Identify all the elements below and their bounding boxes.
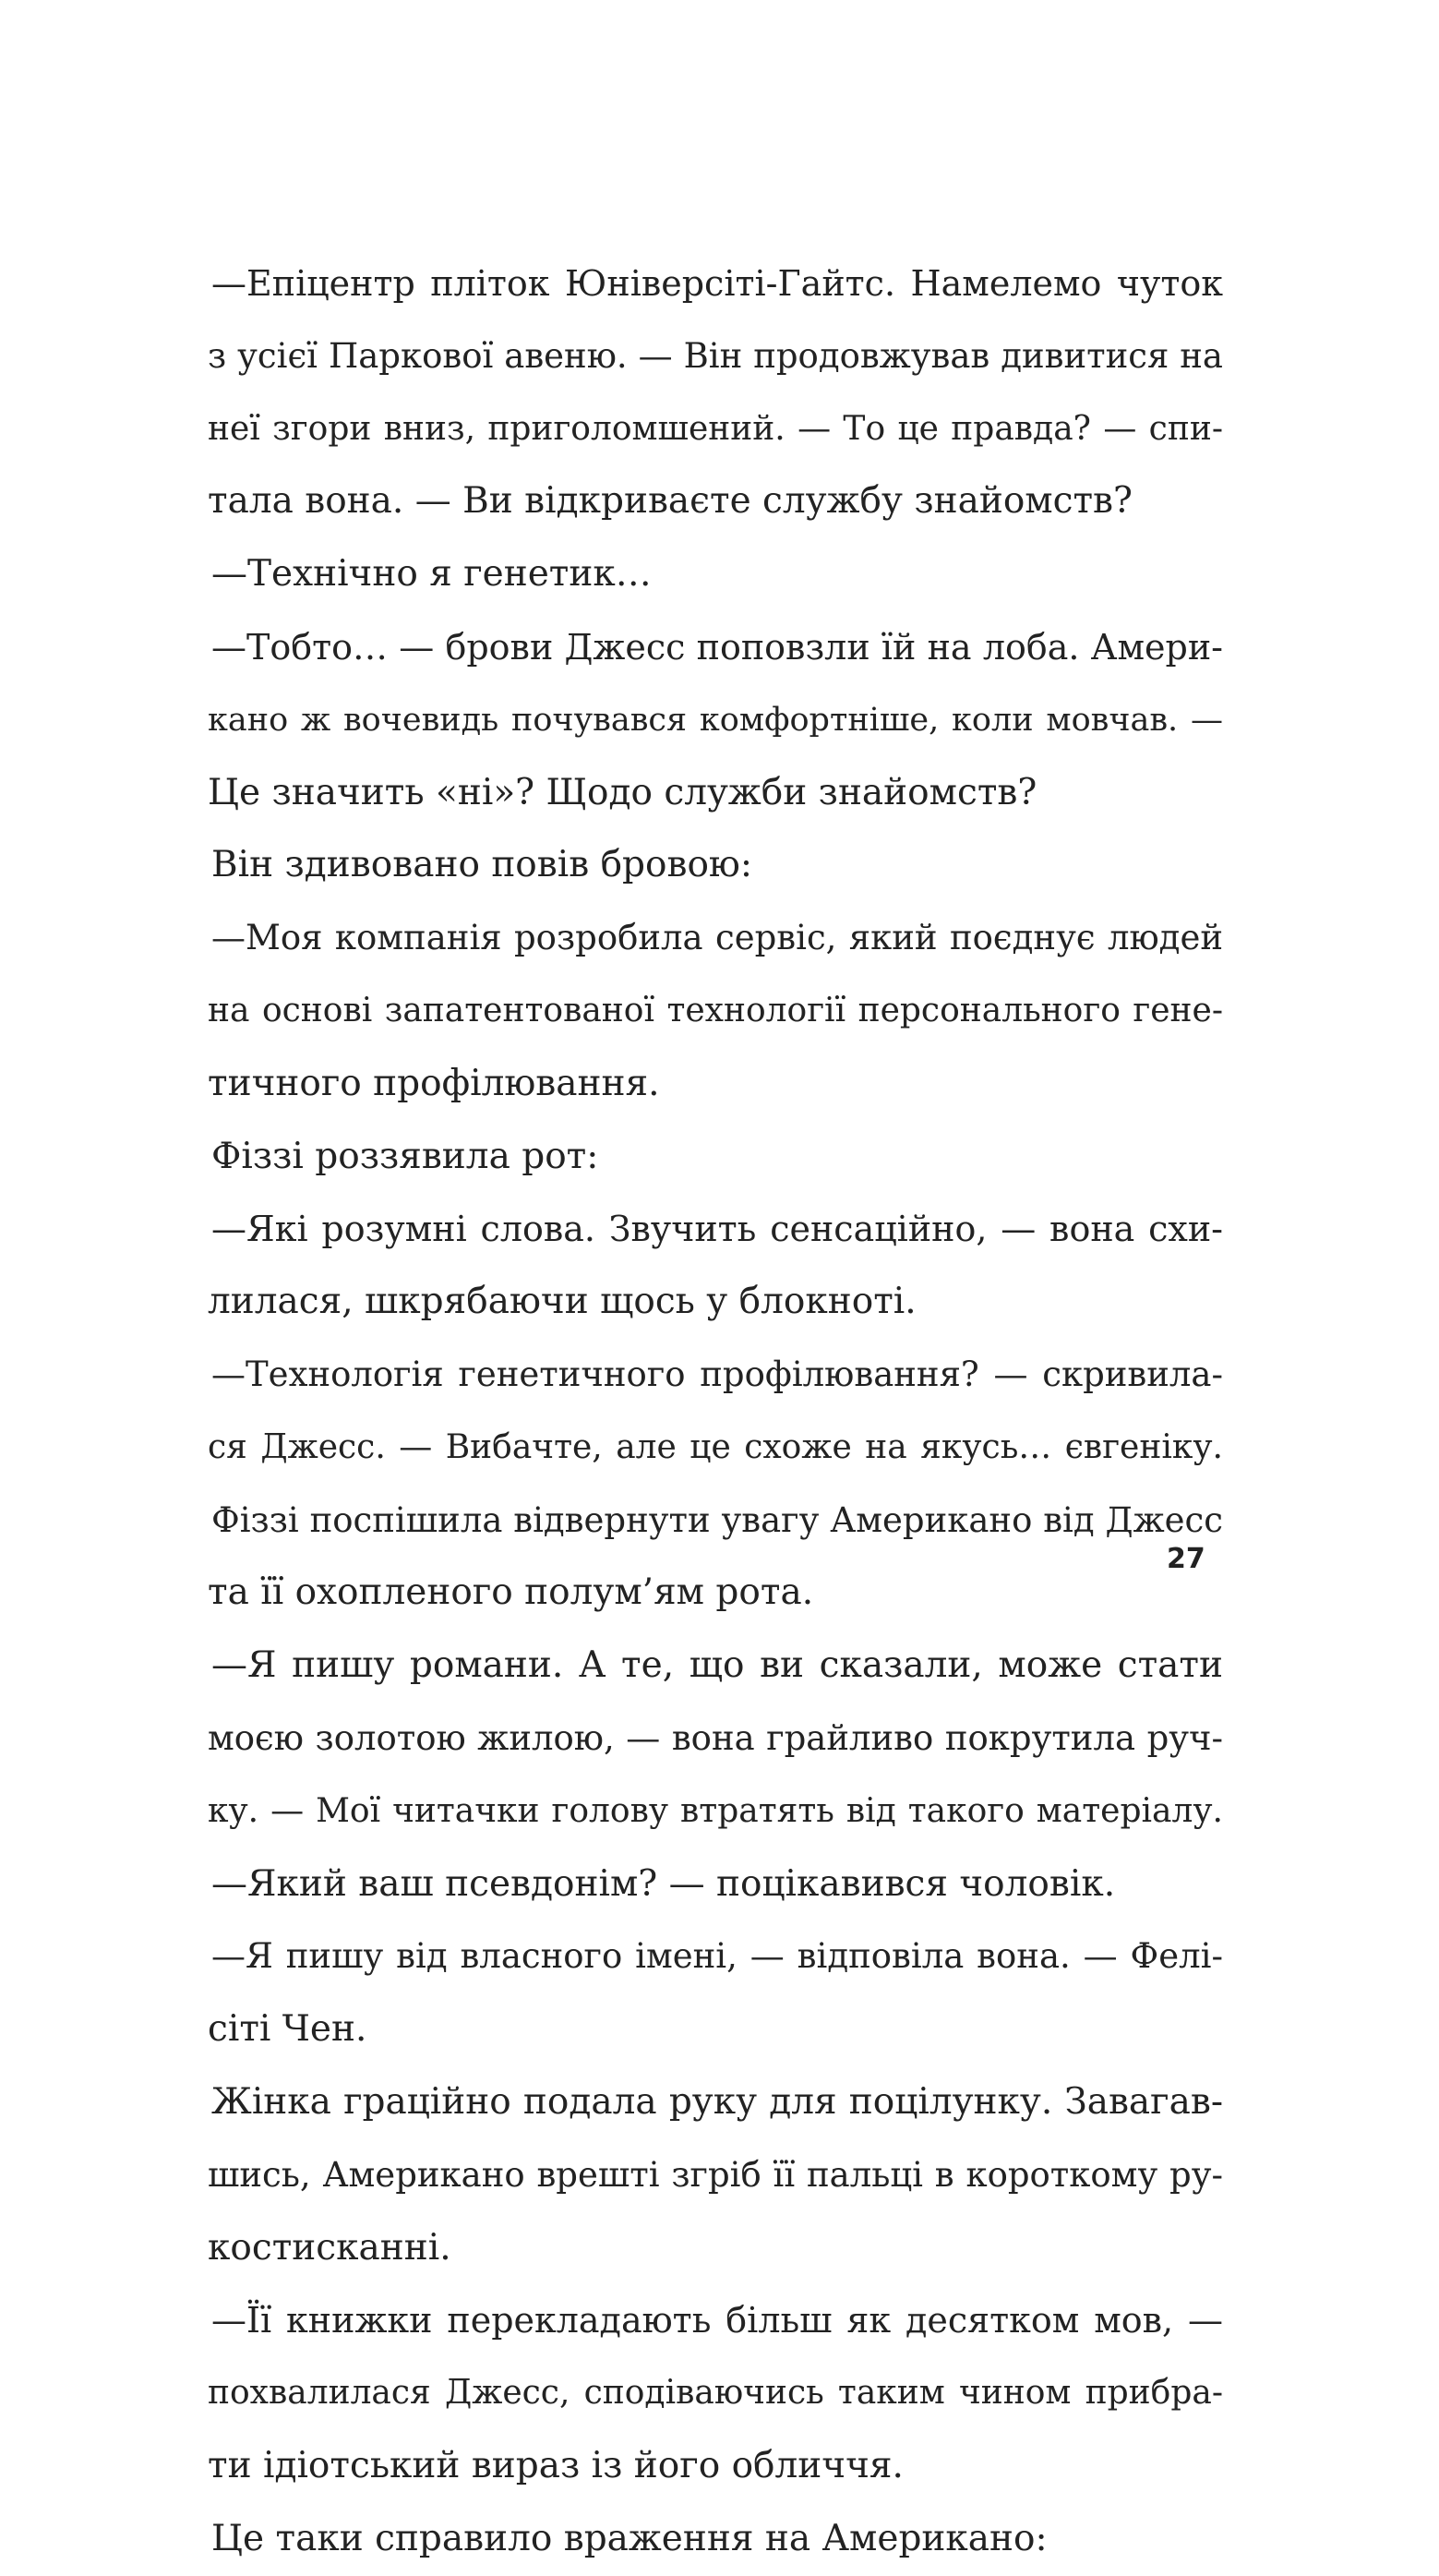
text-line: ти ідіотський вираз із його обличчя. <box>208 2444 904 2486</box>
text-line: тала вона. — Ви відкриваєте службу знайомств? <box>208 480 1133 523</box>
text-line: з усієї Паркової авеню. — Він продовжував дивитися на <box>208 335 1223 376</box>
text-line: —Тобто… — брови Джесс поповзли їй на лоба. Амери- <box>211 626 1223 668</box>
text-line: Він здивовано повів бровою: <box>211 844 753 886</box>
text-line: Це таки справило враження на Американо: <box>211 2517 1048 2559</box>
text-line: —Епіцентр пліток Юніверсіті-Гайтс. Намелемо чуток <box>211 263 1223 304</box>
text-line: —Я пишу від власного імені, — відповіла вона. — Фелі- <box>211 1936 1223 1977</box>
text-line: ку. — Мої читачки голову втратять від такого матеріалу. <box>208 1791 1223 1830</box>
text-line: Фіззі поспішила відвернути увагу Американо від Джесс <box>211 1499 1223 1540</box>
text-line: похвалилася Джесс, сподіваючись таким чином прибра- <box>208 2374 1223 2413</box>
body-text <box>208 247 1223 2576</box>
text-line: моєю золотою жилою, — вона грайливо покрутила руч- <box>208 1717 1223 1758</box>
text-line: —Її книжки перекладають більш як десятком мов, — <box>211 2300 1223 2341</box>
text-line: лилася, шкрябаючи щось у блокноті. <box>208 1281 917 1323</box>
text-line: —Я пишу романи. А те, що ви сказали, може стати <box>211 1644 1223 1687</box>
text-line: Фіззі роззявила рот: <box>211 1135 599 1177</box>
text-line: —Технологія генетичного профілювання? — скривила- <box>211 1354 1223 1394</box>
text-line: —Технічно я генетик… <box>211 553 652 596</box>
text-line: на основі запатентованої технології персонального гене- <box>208 991 1223 1029</box>
text-line: ся Джесс. — Вибачте, але це схоже на якусь… євгеніку. <box>208 1427 1223 1466</box>
text-line: —Які розумні слова. Звучить сенсаційно, — вона схи- <box>211 1209 1223 1250</box>
text-line: шись, Американо врешті згріб її пальці в короткому ру- <box>208 2154 1223 2195</box>
text-line: костисканні. <box>208 2226 451 2269</box>
text-line: та її охопленого полум’ям рота. <box>208 1571 814 1614</box>
text-line: Це значить «ні»? Щодо служби знайомств? <box>208 771 1037 813</box>
text-line: —Який ваш псевдонім? — поцікавився чоловік. <box>211 1862 1116 1905</box>
text-line: Жінка граційно подала руку для поцілунку. Завагав- <box>211 2080 1223 2123</box>
text-line: неї згори вниз, приголомшений. — То це правда? — спи- <box>208 409 1223 448</box>
page-number: 27 <box>1167 1543 1205 1575</box>
text-line: сіті Чен. <box>208 2008 367 2051</box>
text-line: —Моя компанія розробила сервіс, який поєднує людей <box>211 918 1223 958</box>
text-line: кано ж вочевидь почувався комфортніше, коли мовчав. — <box>208 701 1223 739</box>
text-line: тичного профілювання. <box>208 1062 660 1104</box>
